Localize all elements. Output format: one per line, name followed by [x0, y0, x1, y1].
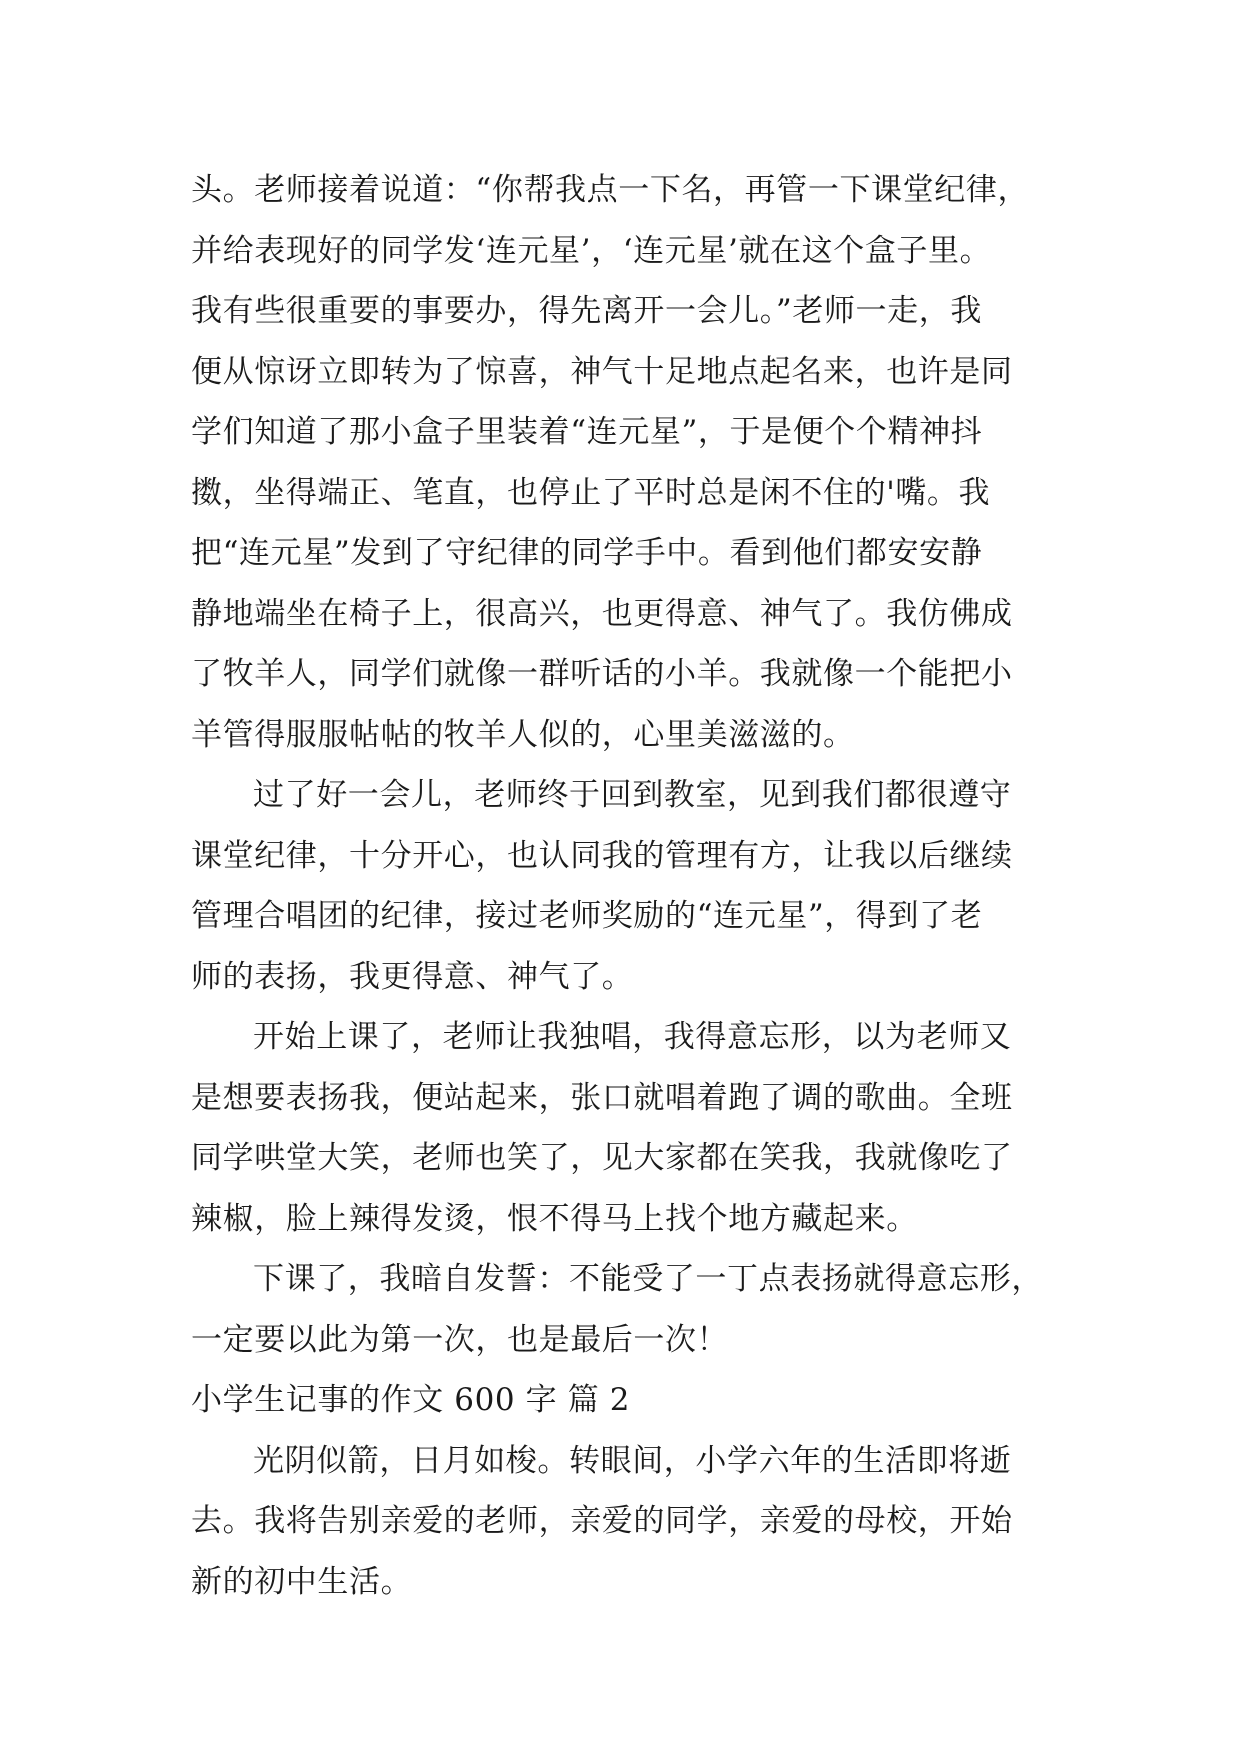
paragraph	[191, 765, 1071, 1007]
text-line: 师的表扬，我更得意、神气了。	[191, 958, 634, 995]
section-heading	[191, 1370, 1071, 1431]
text-line: 擞，坐得端正、笔直，也停止了平时总是闲不住的'嘴。我	[191, 474, 991, 511]
paragraph	[191, 1431, 1071, 1613]
text-line: 光阴似箭，日月如梭。转眼间，小学六年的生活即将逝	[253, 1442, 1012, 1479]
text-line: 过了好一会儿，老师终于回到教室，见到我们都很遵守	[253, 777, 1012, 813]
text-line: 是想要表扬我，便站起来，张口就唱着跑了调的歌曲。全班	[191, 1079, 1013, 1116]
text-line: 新的初中生活。	[191, 1563, 413, 1600]
paragraph	[191, 1007, 1071, 1249]
text-line: 便从惊讶立即转为了惊喜，神气十足地点起名来，也许是同	[191, 353, 1013, 390]
text-line: 学们知道了那小盒子里装着“连元星”，于是便个个精神抖	[191, 414, 983, 450]
paragraph	[191, 1249, 1071, 1370]
text-line: 我有些很重要的事要办，得先离开一会儿。”老师一走，我	[191, 293, 982, 329]
text-line: 一定要以此为第一次，也是最后一次！	[191, 1321, 729, 1358]
text-line: 静地端坐在椅子上，很高兴，也更得意、神气了。我仿佛成	[191, 595, 1013, 632]
text-line: 同学哄堂大笑，老师也笑了，见大家都在笑我，我就像吃了	[191, 1140, 1013, 1176]
text-line: 辣椒，脸上辣得发烫，恨不得马上找个地方藏起来。	[191, 1200, 918, 1237]
text-line: 管理合唱团的纪律，接过老师奖励的“连元星”，得到了老	[191, 898, 983, 934]
text-line: 小学生记事的作文 600 字 篇 2	[191, 1382, 631, 1418]
text-line: 头。老师接着说道：“你帮我点一下名，再管一下课堂纪律，	[191, 172, 1030, 208]
text-line: 课堂纪律，十分开心，也认同我的管理有方，让我以后继续	[191, 837, 1013, 874]
text-line: 了牧羊人，同学们就像一群听话的小羊。我就像一个能把小	[191, 656, 1013, 692]
text-line: 把“连元星”发到了守纪律的同学手中。看到他们都安安静	[191, 535, 983, 571]
paragraph	[191, 160, 1071, 765]
text-line: 羊管得服服帖帖的牧羊人似的，心里美滋滋的。	[191, 716, 855, 753]
text-line: 去。我将告别亲爱的老师，亲爱的同学，亲爱的母校，开始	[191, 1503, 1013, 1539]
text-line: 下课了，我暗自发誓：不能受了一丁点表扬就得意忘形，	[253, 1261, 1043, 1297]
article-body	[191, 160, 1071, 1612]
text-line: 开始上课了，老师让我独唱，我得意忘形，以为老师又	[253, 1019, 1012, 1055]
text-line: 并给表现好的同学发‘连元星’，‘连元星’就在这个盒子里。	[191, 232, 992, 269]
